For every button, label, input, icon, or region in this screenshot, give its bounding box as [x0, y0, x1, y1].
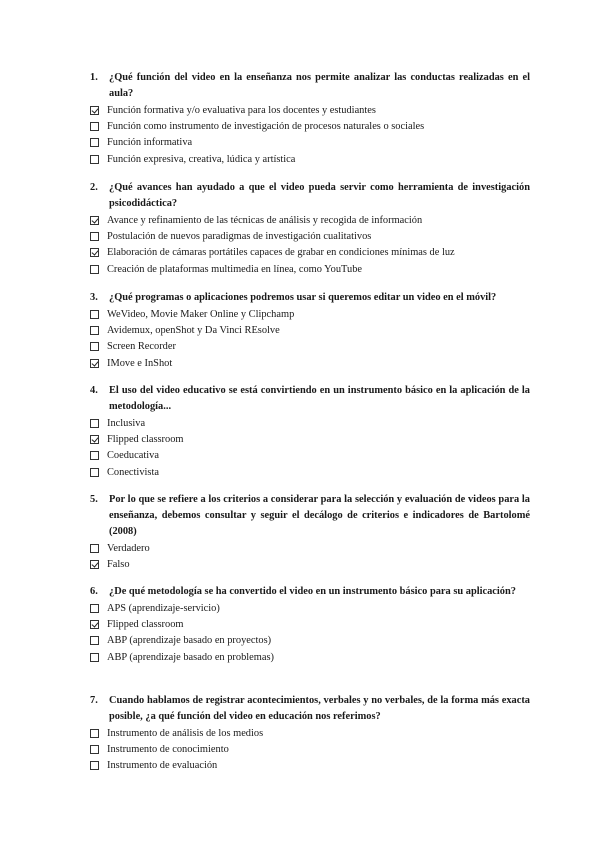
option-label: Flipped classroom: [107, 433, 184, 445]
option-row[interactable]: [90, 464, 530, 480]
question-number: 6.: [90, 586, 98, 597]
option-label: Instrumento de análisis de los medios: [107, 727, 264, 739]
option-label: Avance y refinamiento de las técnicas de análisis y recogida de información: [107, 214, 423, 226]
checkbox[interactable]: [90, 326, 99, 335]
option-label: ABP (aprendizaje basado en proyectos): [107, 635, 272, 647]
option-row[interactable]: [90, 245, 530, 261]
checkbox[interactable]: [90, 604, 99, 613]
question-text: Por lo que se refiere a los criterios a considerar para la selección y evaluación de videos para la enseñanza, debemos consultar y seguir el decálogo de criterios e indicadores de Bartolomé (2008): [109, 494, 530, 537]
option-row[interactable]: [90, 649, 530, 665]
option-label: Conectivista: [107, 466, 159, 478]
checkbox-checked[interactable]: [90, 560, 99, 569]
option-row[interactable]: [90, 540, 530, 556]
checkbox[interactable]: [90, 451, 99, 460]
option-row[interactable]: [90, 556, 530, 572]
checkbox[interactable]: [90, 310, 99, 319]
question-text: El uso del video educativo se está convirtiendo en un instrumento básico en la aplicación de la metodología...: [109, 385, 530, 412]
question-4: [90, 383, 530, 480]
option-row[interactable]: [90, 415, 530, 431]
option-row[interactable]: [90, 212, 530, 228]
option-row[interactable]: [90, 758, 530, 774]
checkbox[interactable]: [90, 544, 99, 553]
question-number: 1.: [90, 72, 98, 83]
checkbox-checked[interactable]: [90, 620, 99, 629]
question-1: [90, 70, 530, 167]
checkbox[interactable]: [90, 419, 99, 428]
checkbox-checked[interactable]: [90, 216, 99, 225]
option-row[interactable]: [90, 448, 530, 464]
question-number: 2.: [90, 182, 98, 193]
option-label: Función expresiva, creativa, lúdica y artística: [107, 153, 296, 165]
option-label: Función informativa: [107, 137, 193, 149]
checkbox-checked[interactable]: [90, 359, 99, 368]
option-row[interactable]: [90, 135, 530, 151]
option-row[interactable]: [90, 261, 530, 277]
checkbox[interactable]: [90, 265, 99, 274]
option-label: Instrumento de conocimiento: [107, 743, 229, 755]
question-2: [90, 180, 530, 277]
option-label: Instrumento de evaluación: [107, 760, 218, 772]
option-label: Screen Recorder: [107, 341, 176, 353]
question-5: [90, 492, 530, 573]
checkbox[interactable]: [90, 138, 99, 147]
checkbox[interactable]: [90, 232, 99, 241]
checkbox[interactable]: [90, 636, 99, 645]
checkbox-checked[interactable]: [90, 106, 99, 115]
question-6: [90, 584, 530, 665]
question-text: ¿De qué metodología se ha convertido el video en un instrumento básico para su aplicación?: [109, 586, 516, 597]
question-text: ¿Qué avances han ayudado a que el video pueda servir como herramienta de investigación psicodidáctica?: [109, 182, 530, 209]
checkbox[interactable]: [90, 761, 99, 770]
option-label: Función como instrumento de investigación de procesos naturales o sociales: [107, 120, 425, 132]
option-label: Función formativa y/o evaluativa para los docentes y estudiantes: [107, 104, 376, 116]
question-text: Cuando hablamos de registrar acontecimientos, verbales y no verbales, de la forma más exacta posible, ¿a qué función del video en educación nos referimos?: [109, 695, 530, 722]
option-row[interactable]: [90, 431, 530, 447]
option-row[interactable]: [90, 228, 530, 244]
option-row[interactable]: [90, 633, 530, 649]
option-label: Postulación de nuevos paradigmas de investigación cualitativos: [107, 230, 372, 242]
option-row[interactable]: [90, 322, 530, 338]
option-label: ABP (aprendizaje basado en problemas): [107, 651, 274, 663]
option-row[interactable]: [90, 725, 530, 741]
option-row[interactable]: [90, 151, 530, 167]
option-label: Verdadero: [107, 542, 150, 554]
option-row[interactable]: [90, 306, 530, 322]
option-label: Inclusiva: [107, 417, 146, 429]
checkbox-checked[interactable]: [90, 248, 99, 257]
checkbox[interactable]: [90, 653, 99, 662]
option-row[interactable]: [90, 616, 530, 632]
question-text: ¿Qué programas o aplicaciones podremos usar si queremos editar un video en el móvil?: [109, 292, 497, 303]
option-label: Falso: [107, 558, 130, 570]
option-row[interactable]: [90, 118, 530, 134]
checkbox[interactable]: [90, 468, 99, 477]
option-row[interactable]: [90, 102, 530, 118]
option-label: APS (aprendizaje-servicio): [107, 602, 220, 614]
checkbox[interactable]: [90, 122, 99, 131]
option-label: IMove e InShot: [107, 357, 173, 369]
checkbox[interactable]: [90, 729, 99, 738]
checkbox[interactable]: [90, 342, 99, 351]
checkbox-checked[interactable]: [90, 435, 99, 444]
question-number: 4.: [90, 385, 98, 396]
option-row[interactable]: [90, 600, 530, 616]
option-label: Flipped classroom: [107, 618, 184, 630]
option-row[interactable]: [90, 741, 530, 757]
option-label: WeVideo, Movie Maker Online y Clipchamp: [107, 308, 295, 320]
question-3: [90, 290, 530, 371]
option-label: Avidemux, openShot y Da Vinci REsolve: [107, 324, 280, 336]
question-text: ¿Qué función del video en la enseñanza nos permite analizar las conductas realizadas en el aula?: [109, 72, 530, 99]
checkbox[interactable]: [90, 155, 99, 164]
question-number: 5.: [90, 494, 98, 505]
option-row[interactable]: [90, 355, 530, 371]
option-label: Coeducativa: [107, 450, 159, 462]
option-label: Creación de plataformas multimedia en línea, como YouTube: [107, 263, 363, 275]
question-number: 3.: [90, 292, 98, 303]
option-row[interactable]: [90, 339, 530, 355]
question-number: 7.: [90, 695, 98, 706]
question-7: [90, 693, 530, 774]
checkbox[interactable]: [90, 745, 99, 754]
option-label: Elaboración de cámaras portátiles capaces de grabar en condiciones mínimas de luz: [107, 247, 455, 259]
